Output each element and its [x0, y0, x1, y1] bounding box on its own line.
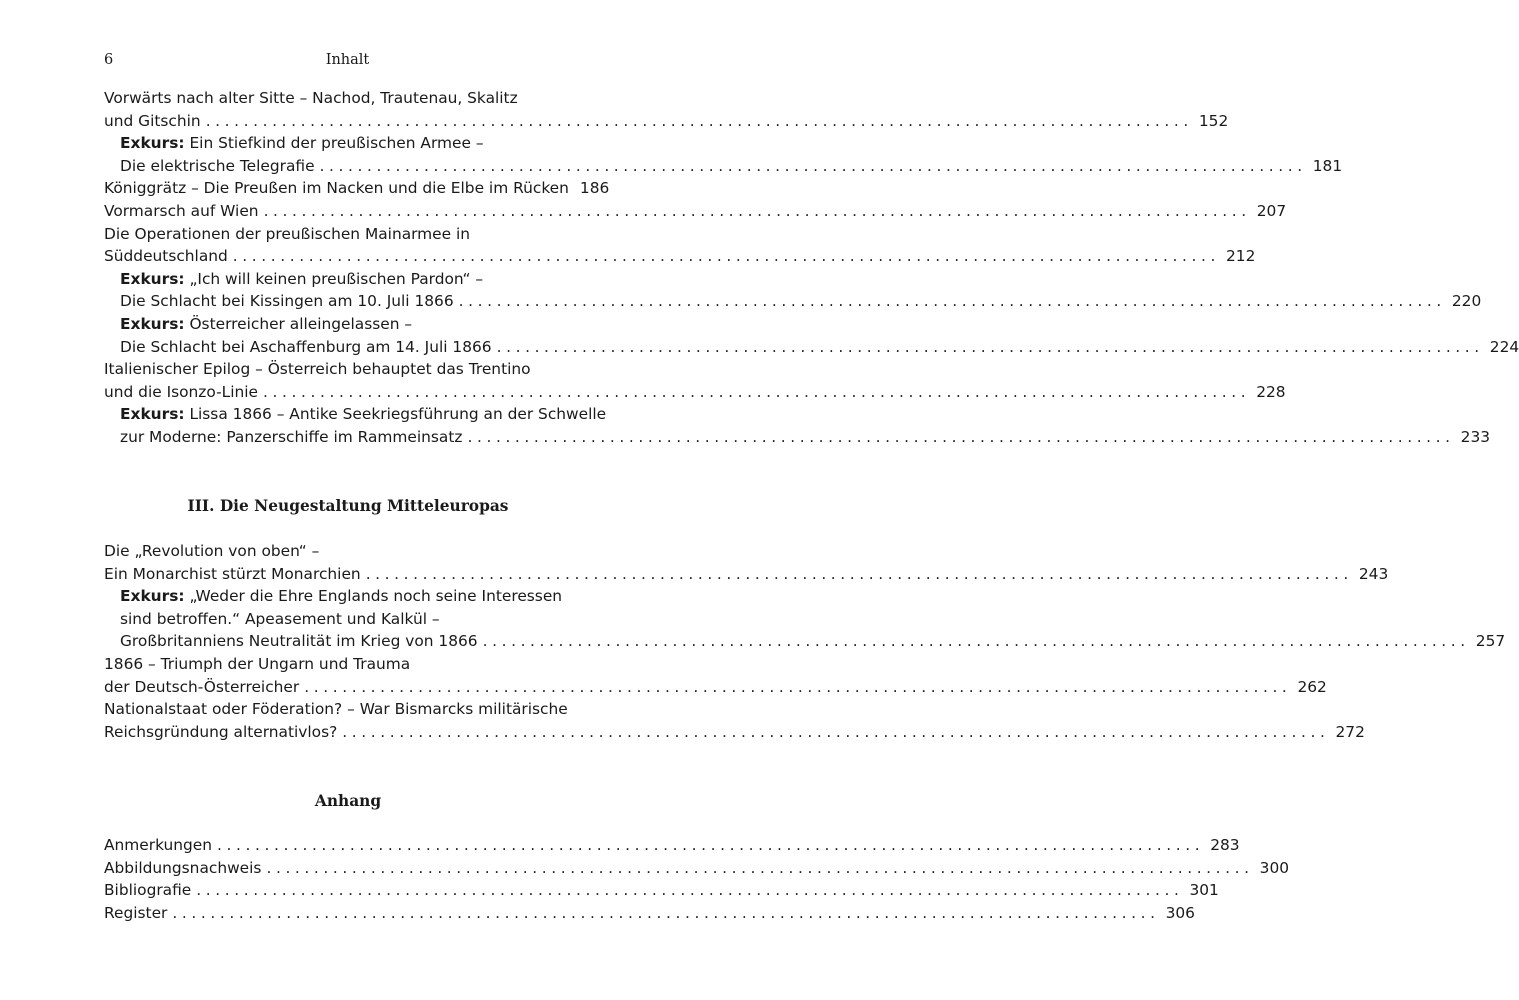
- toc-entry: und die Isonzo-Linie ........................................................................................................ 228: [104, 381, 592, 404]
- toc-page-number: 300: [1259, 858, 1290, 877]
- appendix-heading: Anhang: [314, 792, 382, 810]
- toc-entry: Reichsgründung alternativlos? ........................................................................................................ 272: [104, 721, 592, 744]
- toc-excursus-title: Exkurs: Österreicher alleingelassen –: [120, 314, 413, 333]
- toc-excursus-entry: Die elektrische Telegrafie ........................................................................................................ 181: [104, 155, 592, 178]
- toc-page-number: 262: [1297, 677, 1327, 696]
- toc-page-number: 233: [1460, 427, 1491, 446]
- toc-page-number: 224: [1489, 337, 1519, 356]
- toc-page-number: 152: [1198, 111, 1229, 130]
- toc-entry-title: Vorwärts nach alter Sitte – Nachod, Trautenau, Skalitz: [104, 89, 518, 107]
- toc-excursus-entry: Großbritanniens Neutralität im Krieg von 1866 ........................................................................................................ 257: [104, 630, 592, 653]
- toc-excursus-title: Exkurs: „Ich will keinen preußischen Pardon“ –: [120, 269, 484, 288]
- toc-excursus-entry: Die Schlacht bei Aschaffenburg am 14. Juli 1866 ........................................................................................................ 224: [104, 336, 592, 359]
- toc-entry-title: Die „Revolution von oben“ –: [104, 542, 320, 560]
- toc-entry: Königgrätz – Die Preußen im Nacken und die Elbe im Rücken 186: [104, 177, 592, 200]
- toc-entry: Süddeutschland ........................................................................................................ 212: [104, 245, 592, 268]
- toc-excursus-entry: zur Moderne: Panzerschiffe im Rammeinsatz ........................................................................................................ 233: [104, 426, 592, 449]
- toc-excursus-title: Exkurs: Ein Stiefkind der preußischen Armee –: [120, 134, 484, 153]
- running-head: [104, 52, 591, 72]
- excursus-label: Exkurs:: [120, 587, 185, 606]
- toc-page-number: 212: [1226, 247, 1256, 266]
- toc-page-number: 228: [1256, 382, 1286, 401]
- toc-page-number: 207: [1256, 201, 1287, 220]
- toc-page-number: 272: [1335, 722, 1365, 741]
- toc-excursus-entry: Die Schlacht bei Kissingen am 10. Juli 1866 ........................................................................................................ 220: [104, 290, 592, 313]
- toc-entry: Abbildungsnachweis ........................................................................................................ 300: [104, 857, 592, 880]
- toc-excursus-title: sind betroffen.“ Apeasement und Kalkül –: [120, 609, 440, 628]
- toc-page-number: 306: [1165, 903, 1195, 922]
- toc-excursus-title: Exkurs: „Weder die Ehre Englands noch seine Interessen: [120, 587, 563, 606]
- excursus-label: Exkurs:: [120, 405, 185, 424]
- toc-entry: Register ........................................................................................................ 306: [104, 902, 592, 925]
- toc-entry-title: 1866 – Triumph der Ungarn und Trauma: [104, 654, 411, 673]
- toc-entry: und Gitschin ........................................................................................................ 152: [104, 110, 592, 133]
- toc-page-number: 186: [579, 179, 610, 198]
- toc-page-number: 257: [1475, 632, 1506, 651]
- toc-page-number: 283: [1210, 836, 1240, 854]
- toc-block-chapter-2: [104, 87, 1519, 449]
- page-number: 6: [104, 52, 114, 68]
- toc-entry-title: Die Operationen der preußischen Mainarmee in: [104, 224, 471, 243]
- toc-page-number: 220: [1451, 292, 1482, 311]
- excursus-label: Exkurs:: [120, 269, 185, 288]
- toc-entry: Anmerkungen ........................................................................................................ 283: [104, 834, 592, 857]
- toc-block-chapter-3: [104, 540, 1506, 743]
- toc-entry: Vormarsch auf Wien ........................................................................................................ 207: [104, 200, 592, 223]
- toc-block-appendix: [104, 834, 1290, 924]
- toc-entry: Bibliografie ........................................................................................................ 301: [104, 879, 592, 902]
- running-title: Inhalt: [325, 52, 370, 68]
- toc-entry: der Deutsch-Österreicher ........................................................................................................ 262: [104, 676, 592, 699]
- toc-entry-title: Italienischer Epilog – Österreich behauptet das Trentino: [104, 360, 531, 379]
- toc-page-number: 243: [1358, 564, 1389, 583]
- section-heading: III. Die Neugestaltung Mitteleuropas: [187, 497, 509, 515]
- excursus-label: Exkurs:: [120, 314, 185, 333]
- toc-page-number: 301: [1189, 881, 1219, 900]
- excursus-label: Exkurs:: [120, 134, 185, 153]
- toc-entry: Ein Monarchist stürzt Monarchien ........................................................................................................ 243: [104, 563, 592, 586]
- toc-page-number: 181: [1312, 156, 1343, 175]
- toc-entry-title: Nationalstaat oder Föderation? – War Bismarcks militärische: [104, 700, 568, 719]
- toc-excursus-title: Exkurs: Lissa 1866 – Antike Seekriegsführung an der Schwelle: [120, 405, 607, 424]
